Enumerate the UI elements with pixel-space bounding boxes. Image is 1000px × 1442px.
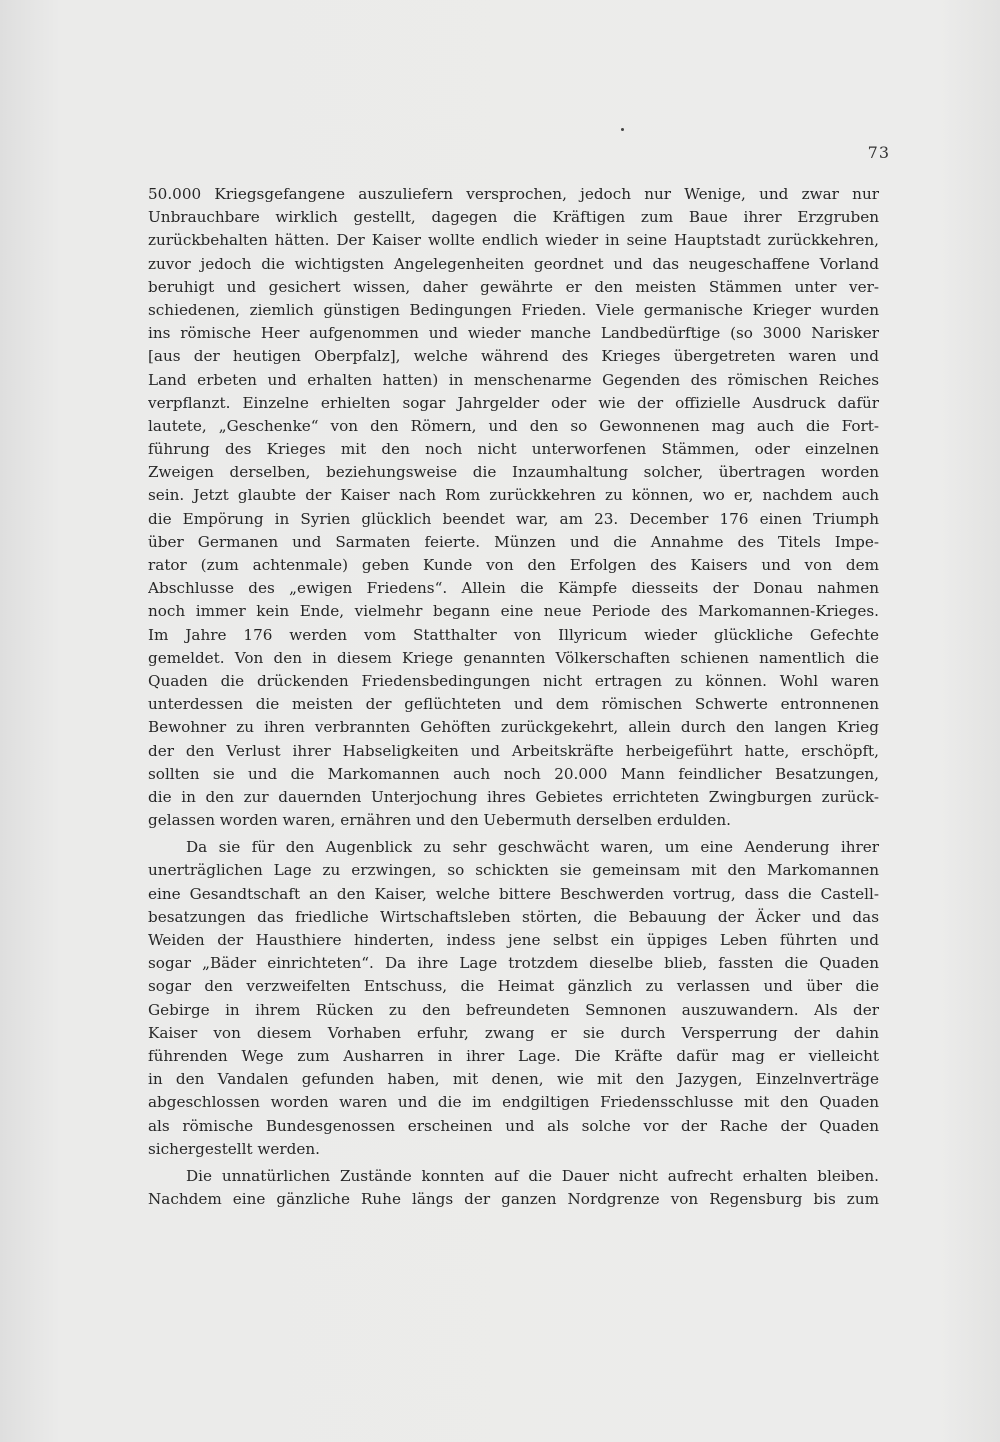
text-line: [aus der heutigen Oberpfalz], welche während des Krieges übergetreten waren und bbox=[148, 347, 879, 366]
text-line: abgeschlossen worden waren und die im endgiltigen Friedensschlusse mit den Quaden bbox=[148, 1093, 879, 1112]
text-line: Zweigen derselben, beziehungsweise die Inzaumhaltung solcher, übertragen worden bbox=[148, 463, 879, 482]
text-line: in den Vandalen gefunden haben, mit denen, wie mit den Jazygen, Einzelnverträge bbox=[148, 1070, 879, 1089]
text-line: eine Gesandtschaft an den Kaiser, welche bittere Beschwerden vortrug, dass die Castell- bbox=[148, 884, 879, 903]
text-line: verpflanzt. Einzelne erhielten sogar Jahrgelder oder wie der offizielle Ausdruck dafür bbox=[148, 393, 879, 412]
text-line: als römische Bundesgenossen erscheinen und als solche vor der Rache der Quaden bbox=[148, 1116, 879, 1135]
text-line: gelassen worden waren, ernähren und den Uebermuth derselben erdulden. bbox=[148, 811, 731, 830]
text-line: beruhigt und gesichert wissen, daher gewährte er den meisten Stämmen unter ver- bbox=[148, 277, 879, 296]
text-line: sollten sie und die Markomannen auch noch 20.000 Mann feindlicher Besatzungen, bbox=[148, 764, 879, 783]
text-line: ins römische Heer aufgenommen und wieder manche Landbedürftige (so 3000 Narisker bbox=[148, 324, 879, 343]
text-line: sichergestellt werden. bbox=[148, 1139, 320, 1158]
text-line: zurückbehalten hätten. Der Kaiser wollte endlich wieder in seine Hauptstadt zurückkehren, bbox=[148, 231, 879, 250]
text-line: zuvor jedoch die wichtigsten Angelegenheiten geordnet und das neugeschaffene Vorland bbox=[148, 254, 879, 273]
body-text bbox=[148, 183, 879, 1211]
text-line: führung des Krieges mit den noch nicht unterworfenen Stämmen, oder einzelnen bbox=[148, 440, 879, 459]
text-line: unerträglichen Lage zu erzwingen, so schickten sie gemeinsam mit den Markomannen bbox=[148, 861, 879, 880]
text-line: der den Verlust ihrer Habseligkeiten und Arbeitskräfte herbeigeführt hatte, erschöpft, bbox=[148, 741, 879, 760]
text-line: Gebirge in ihrem Rücken zu den befreundeten Semnonen auszuwandern. Als der bbox=[148, 1000, 879, 1019]
text-line: lautete, „Geschenke“ von den Römern, und den so Gewonnenen mag auch die Fort- bbox=[148, 416, 879, 435]
text-line: noch immer kein Ende, vielmehr begann eine neue Periode des Markomannen-Krieges. bbox=[148, 602, 879, 621]
text-line: unterdessen die meisten der geflüchteten und dem römischen Schwerte entronnenen bbox=[148, 695, 879, 714]
text-line: gemeldet. Von den in diesem Kriege genannten Völkerschaften schienen namentlich die bbox=[148, 648, 879, 667]
text-line: Weiden der Hausthiere hinderten, indess jene selbst ein üppiges Leben führten und bbox=[148, 931, 879, 949]
text-line: die Empörung in Syrien glücklich beendet war, am 23. December 176 einen Triumph bbox=[148, 509, 879, 528]
page-number: 73 bbox=[867, 143, 890, 162]
text-line: Die unnatürlichen Zustände konnten auf die Dauer nicht aufrecht erhalten bleiben. bbox=[186, 1166, 879, 1185]
text-line: Nachdem eine gänzliche Ruhe längs der ganzen Nordgrenze von Regensburg bis zum bbox=[148, 1190, 879, 1209]
text-line: sein. Jetzt glaubte der Kaiser nach Rom zurückkehren zu können, wo er, nachdem auch bbox=[148, 486, 879, 505]
text-line: 50.000 Kriegsgefangene auszuliefern versprochen, jedoch nur Wenige, und zwar nur bbox=[148, 185, 879, 203]
text-line: besatzungen das friedliche Wirtschaftsleben störten, die Bebauung der Äcker und das bbox=[148, 907, 879, 926]
text-line: rator (zum achtenmale) geben Kunde von den Erfolgen des Kaisers und von dem bbox=[148, 556, 879, 574]
text-line: die in den zur dauernden Unterjochung ihres Gebietes errichteten Zwingburgen zurück- bbox=[148, 787, 879, 806]
text-line: Land erbeten und erhalten hatten) in menschenarme Gegenden des römischen Reiches bbox=[148, 370, 879, 389]
text-line: führenden Wege zum Ausharren in ihrer Lage. Die Kräfte dafür mag er vielleicht bbox=[148, 1046, 879, 1065]
text-line: über Germanen und Sarmaten feierte. Münzen und die Annahme des Titels Impe- bbox=[148, 532, 879, 551]
text-line: sogar „Bäder einrichteten“. Da ihre Lage trotzdem dieselbe blieb, fassten die Quaden bbox=[148, 954, 879, 973]
text-line: Abschlusse des „ewigen Friedens“. Allein die Kämpfe diesseits der Donau nahmen bbox=[148, 579, 879, 598]
text-line: schiedenen, ziemlich günstigen Bedingungen Frieden. Viele germanische Krieger wurden bbox=[148, 300, 879, 319]
text-line: Kaiser von diesem Vorhaben erfuhr, zwang er sie durch Versperrung der dahin bbox=[148, 1023, 879, 1042]
text-line: Unbrauchbare wirklich gestellt, dagegen die Kräftigen zum Baue ihrer Erzgruben bbox=[148, 208, 879, 227]
print-speck bbox=[621, 128, 624, 131]
text-line: Im Jahre 176 werden vom Statthalter von Illyricum wieder glückliche Gefechte bbox=[148, 625, 879, 644]
text-line: Quaden die drückenden Friedensbedingungen nicht ertragen zu können. Wohl waren bbox=[148, 671, 879, 690]
text-line: Bewohner zu ihren verbrannten Gehöften zurückgekehrt, allein durch den langen Krieg bbox=[148, 718, 879, 737]
text-line: Da sie für den Augenblick zu sehr geschwächt waren, um eine Aenderung ihrer bbox=[186, 838, 879, 857]
text-line: sogar den verzweifelten Entschuss, die Heimat gänzlich zu verlassen und über die bbox=[148, 977, 879, 996]
